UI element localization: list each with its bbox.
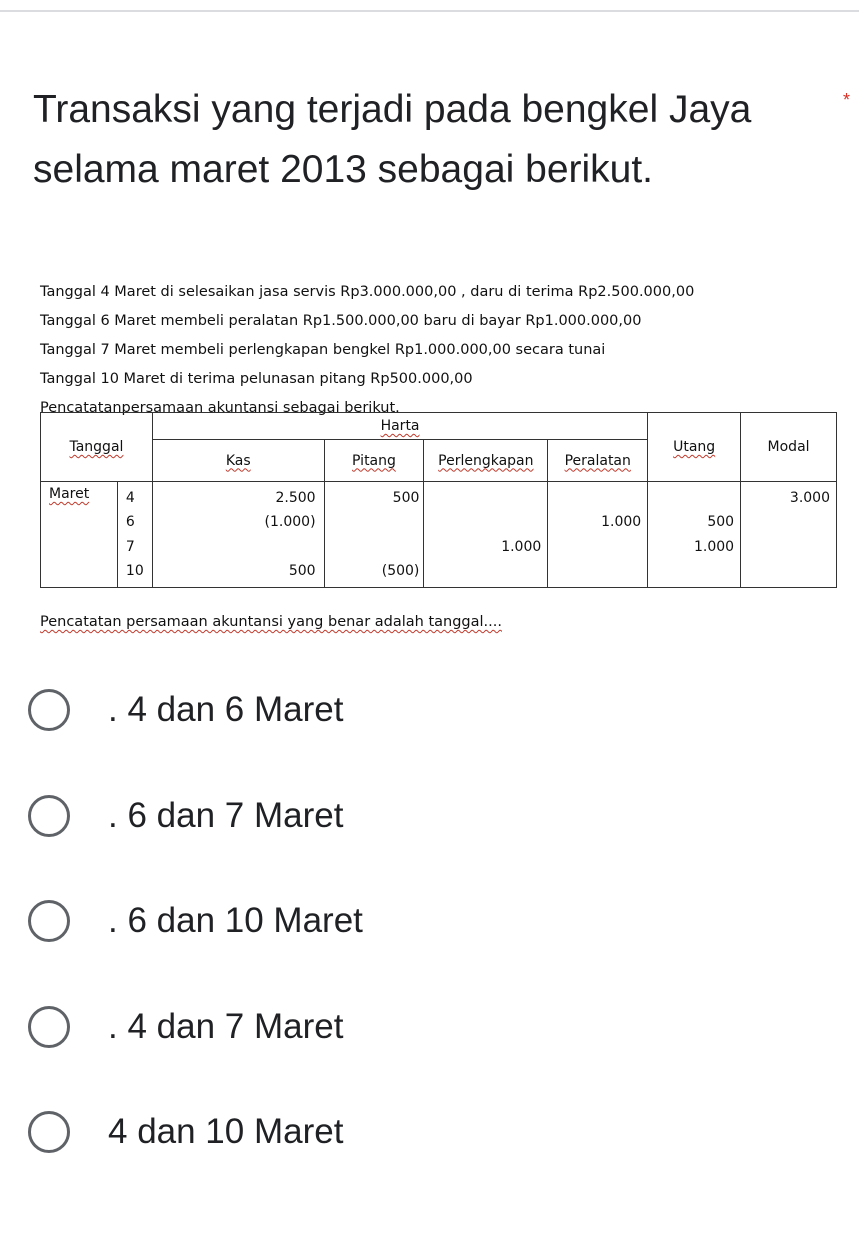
table-intro: Pencatatanpersamaan akuntansi sebagai berikut.	[40, 400, 400, 416]
transaction-line: Tanggal 7 Maret membeli perlengkapan bengkel Rp1.000.000,00 secara tunai	[40, 342, 606, 358]
option-3[interactable]	[28, 895, 363, 947]
required-mark: *	[843, 90, 851, 110]
option-4[interactable]	[28, 1001, 343, 1053]
option-label: . 6 dan 10 Maret	[108, 901, 363, 940]
option-label: . 4 dan 7 Maret	[108, 1007, 344, 1046]
modal-column: 3.000	[741, 482, 837, 588]
radio-circle-icon[interactable]	[28, 795, 70, 837]
transaction-line: Tanggal 6 Maret membeli peralatan Rp1.500.000,00 baru di bayar Rp1.000.000,00	[40, 313, 642, 329]
radio-circle-icon[interactable]	[28, 1111, 70, 1153]
header-peralatan: Peralatan	[548, 440, 648, 482]
kas-column: 2.500 (1.000) 500	[152, 482, 324, 588]
radio-circle-icon[interactable]	[28, 689, 70, 731]
header-perlengkapan: Perlengkapan	[424, 440, 548, 482]
header-kas: Kas	[152, 440, 324, 482]
header-utang: Utang	[648, 413, 741, 482]
option-label: 4 dan 10 Maret	[108, 1112, 344, 1151]
question-prompt: Pencatatan persamaan akuntansi yang benar adalah tanggal....	[40, 614, 502, 630]
option-label: . 4 dan 6 Maret	[108, 690, 344, 729]
option-1[interactable]	[28, 684, 343, 736]
option-2[interactable]	[28, 790, 343, 842]
utang-column: 500 1.000	[648, 482, 741, 588]
header-tanggal: Tanggal	[41, 413, 153, 482]
pitang-column: 500 (500)	[324, 482, 424, 588]
problem-text	[40, 278, 840, 423]
transaction-line: Tanggal 4 Maret di selesaikan jasa servis Rp3.000.000,00 , daru di terima Rp2.500.000,00	[40, 284, 695, 300]
day-column: 4 6 7 10	[117, 482, 152, 588]
radio-circle-icon[interactable]	[28, 1006, 70, 1048]
perlengkapan-column: 1.000	[424, 482, 548, 588]
header-pitang: Pitang	[324, 440, 424, 482]
peralatan-column: 1.000	[548, 482, 648, 588]
question-title: Transaksi yang terjadi pada bengkel Jaya selama maret 2013 sebagai berikut.	[33, 88, 752, 191]
option-5[interactable]	[28, 1106, 343, 1158]
header-modal: Modal	[741, 413, 837, 482]
month-cell: Maret	[41, 482, 118, 588]
header-harta: Harta	[152, 413, 647, 440]
top-divider	[0, 10, 859, 12]
radio-circle-icon[interactable]	[28, 900, 70, 942]
transaction-line: Tanggal 10 Maret di terima pelunasan pitang Rp500.000,00	[40, 371, 473, 387]
accounting-equation-table	[40, 412, 837, 588]
option-label: . 6 dan 7 Maret	[108, 796, 344, 835]
